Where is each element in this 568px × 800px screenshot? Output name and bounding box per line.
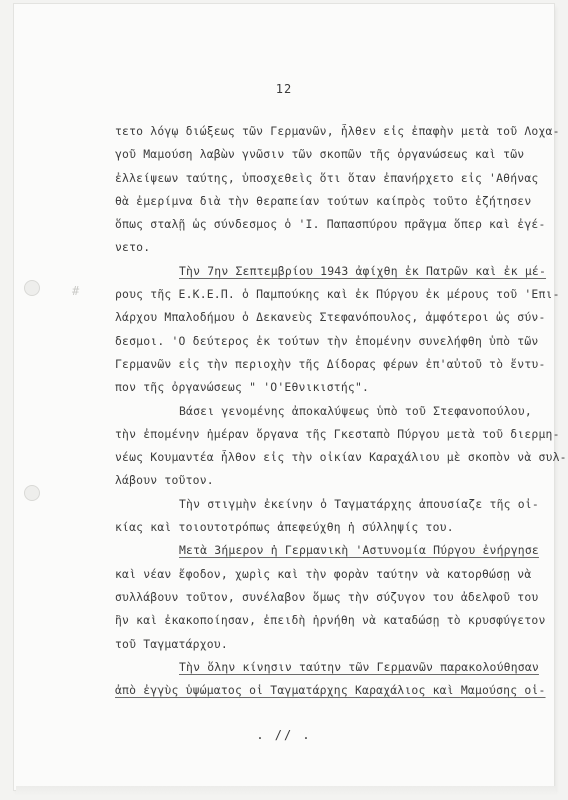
text-line-underlined: ἀπὸ ἐγγὺς ὑψώματος οἱ Ταγματάρχης Καραχάλιος καὶ Μαμούσης οἱ- [115,683,546,698]
text-line: ἐλλείψεων ταύτης, ὑποσχεθεὶς ὅτι ὅταν ἐπανήρχετο εἰς 'Αθήνας [115,170,539,185]
text-line: τὴν ἐπομένην ἡμέραν ὄργανα τῆς Γκεσταπὸ Πύργου μετὰ τοῦ διερμη- [115,426,560,441]
text-line: συλλάβουν τοῦτον, συνέλαβον ὅμως τὴν σύζυγον του ἀδελφοῦ του [115,589,539,604]
text-line: Τὴν στιγμὴν ἐκείνην ὁ Ταγματάρχης ἀπουσίαζε τῆς οἰ- [179,496,539,511]
paper-edge-shadow [16,786,556,796]
text-line-underlined: Τὴν ὅλην κίνησιν ταύτην τῶν Γερμανῶν παρακολούθησαν [179,659,539,674]
text-line: λάβουν τοῦτον. [115,473,214,488]
text-line-underlined: Τὴν 7ην Σεπτεμβρίου 1943 ἀφίχθη ἐκ Πατρῶν καὶ ἐκ μέ- [179,263,547,278]
text-line: κίας καὶ τοιουτοτρόπως ἀπεφεύχθη ἡ σύλληψίς του. [115,520,454,535]
text-line: θὰ ἐμερίμνα διὰ τὴν θεραπείαν τούτων καίπρὸς τοῦτο ἐζήτησεν [115,193,532,208]
punch-hole-upper [24,280,40,296]
continuation-mark: . // . [256,728,312,742]
text-line: ἣν καὶ ἐκακοποίησαν, ἐπειδὴ ἠρνήθη νὰ καταδώσῃ τὸ κρυσφύγετον [115,613,546,628]
text-line: καὶ νέαν ἔφοδον, χωρὶς καὶ τὴν φορὰν ταύτην νὰ κατορθώσῃ νὰ [115,566,532,581]
text-line: Βάσει γενομένης ἀποκαλύψεως ὑπὸ τοῦ Στεφανοπούλου, [179,403,532,418]
text-line: νετο. [115,240,151,255]
page-number: 12 [275,82,293,96]
text-line: τοῦ Ταγματάρχου. [115,636,228,651]
document-body [115,120,567,702]
text-line: ρους τῆς Ε.Κ.Ε.Π. ὁ Παμπούκης καὶ ἐκ Πύργου ἐκ μέρους τοῦ 'Επι- [115,287,560,302]
text-line: Γερμανῶν εἰς τὴν περιοχὴν τῆς Δίδορας φέρων ἐπ'αὐτοῦ τὸ ἔντυ- [115,356,546,371]
text-line: πον τῆς ὀργανώσεως " 'Ο'Εθνικιστής". [115,380,370,395]
punch-hole-lower [24,485,40,501]
text-line: γοῦ Μαμούση λαβὼν γνῶσιν τῶν σκοπῶν τῆς ὀργανώσεως καὶ τῶν [115,147,525,162]
text-line-underlined: Μετὰ 3ήμερον ἡ Γερμανικὴ 'Αστυνομία Πύργου ἐνήργησε [179,543,539,558]
margin-mark: # [72,284,80,298]
text-line: τετο λόγῳ διώξεως τῶν Γερμανῶν, ἦλθεν εἰς ἐπαφὴν μετὰ τοῦ Λοχα- [115,124,560,138]
text-line: νέως Κουμαντέα ἦλθον εἰς τὴν οἰκίαν Καραχάλιου μὲ σκοπὸν νὰ συλ- [115,450,567,465]
text-line: ὅπως σταλῇ ὡς σύνδεσμος ὁ 'Ι. Παπασπύρου πρᾶγμα ὅπερ καὶ ἐγέ- [115,217,546,232]
text-line: λάρχου Μπαλοδήμου ὁ Δεκανεὺς Στεφανόπουλος, ἀμφότεροι ὡς σύν- [115,310,546,325]
text-line: δεσμοι. 'Ο δεύτερος ἐκ τούτων τὴν ἐπομένην συνελήφθη ὑπὸ τῶν [115,333,539,348]
